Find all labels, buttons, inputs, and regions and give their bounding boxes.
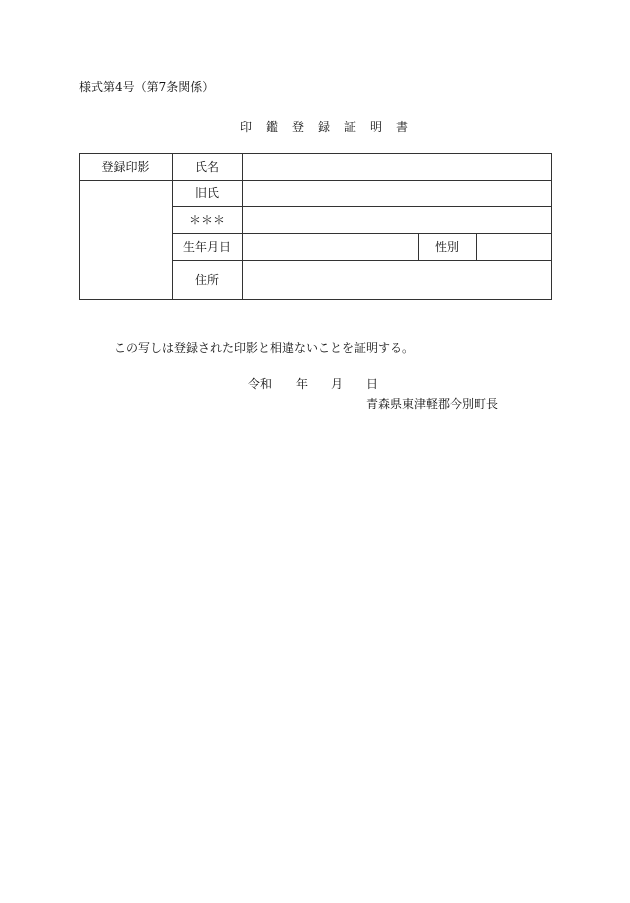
- masked-label: ＊＊＊: [188, 213, 225, 227]
- document-title: 印 鑑 登 録 証 明 書: [240, 120, 410, 134]
- date-era: 令和: [248, 377, 273, 391]
- date-day: 日: [366, 377, 379, 391]
- form-number: 様式第4号（第7条関係）: [79, 80, 215, 94]
- seal-label: 登録印影: [101, 160, 150, 174]
- sex-label: 性別: [434, 240, 459, 254]
- issuer: 青森県東津軽郡今別町長: [366, 397, 499, 411]
- birthdate-label: 生年月日: [182, 240, 231, 254]
- certification-text: この写しは登録された印影と相違ないことを証明する。: [114, 341, 415, 355]
- former-name-label: 旧氏: [194, 186, 219, 200]
- date-month: 月: [331, 377, 344, 391]
- name-label: 氏名: [194, 160, 219, 174]
- date-year: 年: [296, 377, 309, 391]
- address-label: 住所: [194, 273, 219, 287]
